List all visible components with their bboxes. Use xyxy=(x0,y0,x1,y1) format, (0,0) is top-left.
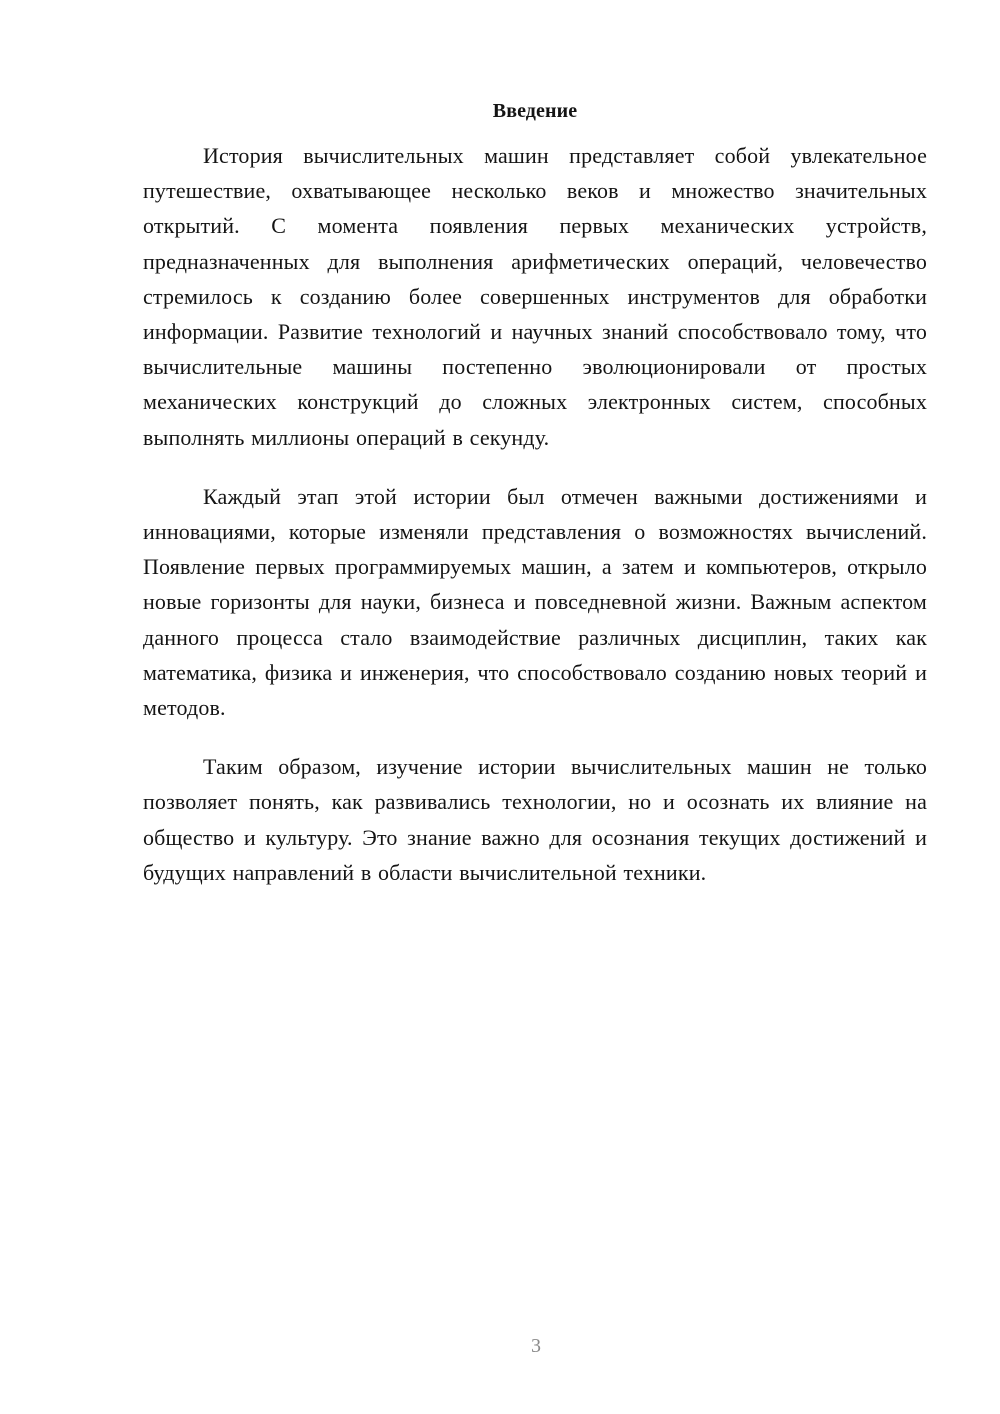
page-content xyxy=(143,96,927,914)
paragraph-1: История вычислительных машин представляет собой увлекательное путешествие, охватывающее несколько веков и множество значительных открытий. С момента появления первых механических устройств, предназначенных для выполнения арифметических операций, человечество стремилось к созданию более совершенных инструментов для обработки информации. Развитие технологий и научных знаний способствовало тому, что вычислительные машины постепенно эволюционировали от простых механических конструкций до сложных электронных систем, способных выполнять миллионы операций в секунду. xyxy=(143,143,927,450)
paragraph-2: Каждый этап этой истории был отмечен важными достижениями и инновациями, которые изменяли представления о возможностях вычислений. Появление первых программируемых машин, а затем и компьютеров, открыло новые горизонты для науки, бизнеса и повседневной жизни. Важным аспектом данного процесса стало взаимодействие различных дисциплин, таких как математика, физика и инженерия, что способствовало созданию новых теорий и методов. xyxy=(143,483,927,721)
page-number: 3 xyxy=(531,1335,541,1357)
paragraph-3: Таким образом, изучение истории вычислительных машин не только позволяет понять, как развивались технологии, но и осознать их влияние на общество и культуру. Это знание важно для осознания текущих достижений и будущих направлений в области вычислительной техники. xyxy=(143,754,927,885)
section-title: Введение xyxy=(492,100,578,122)
